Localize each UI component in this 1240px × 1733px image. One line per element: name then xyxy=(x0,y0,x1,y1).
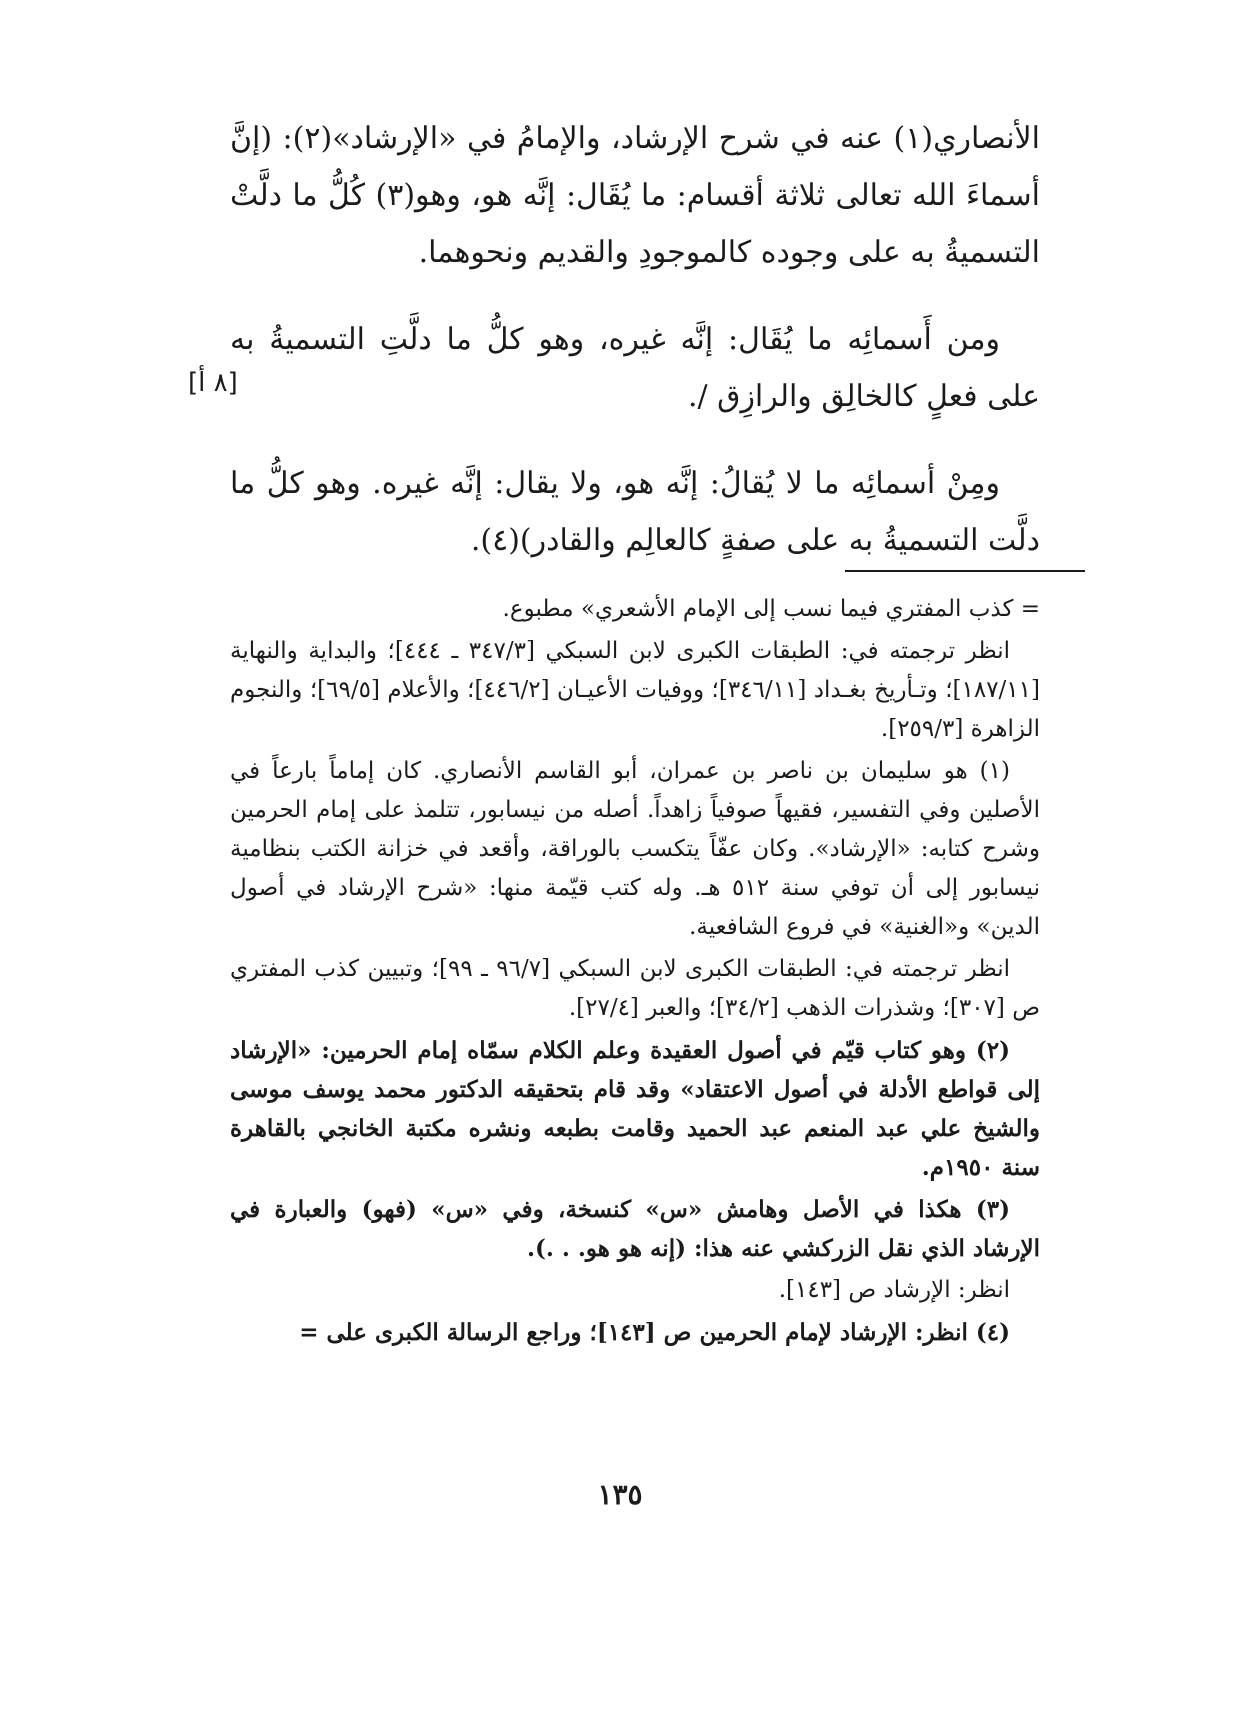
footnote-3-reference: انظر: الإرشاد ص [١٤٣]. xyxy=(778,1277,1010,1303)
footnotes-block xyxy=(230,590,1040,1355)
footnote-2: (٢) وهو كتاب قيّم في أصول العقيدة وعلم الكلام سمّاه إمام الحرمين: «الإرشاد إلى قواطع الأدلة في أصول الاعتقاد» وقد قام بتحقيقه الدكتور محمد يوسف موسى والشيخ علي عبد المنعم عبد الحميد وقامت بطبعه ونشره مكتبة الخانجي بالقاهرة سنة ١٩٥٠م. xyxy=(230,1037,1040,1181)
footnote-4: (٤) انظر: الإرشاد لإمام الحرمين ص [١٤٣]؛ وراجع الرسالة الكبرى على = xyxy=(299,1319,1010,1346)
footnote-continuation: = كذب المفتري فيما نسب إلى الإمام الأشعري» مطبوع. xyxy=(502,596,1040,622)
footnote-1-reference: انظر ترجمته في: الطبقات الكبرى لابن السبكي [٩٦/٧ ـ ٩٩]؛ وتبيين كذب المفتري ص [٣٠٧]؛ وشذرات الذهب [٣٤/٢]؛ والعبر [٢٧/٤]. xyxy=(230,956,1040,1021)
footnote-reference-line: انظر ترجمته في: الطبقات الكبرى لابن السبكي [٣٤٧/٣ ـ ٤٤٤]؛ والبداية والنهاية [١٨٧/١١]؛ وتـأريخ بغـداد [٣٤٦/١١]؛ ووفيات الأعيـان [٤٤٦/٢]؛ والأعلام [٦٩/٥]؛ والنجوم الزاهرة [٢٥٩/٣]. xyxy=(230,638,1041,742)
main-paragraph-3: ومِنْ أسمائِه ما لا يُقالُ: إنَّه هو، ولا يقال: إنَّه غيره. وهو كلُّ ما دلَّت التسميةُ به على صفةٍ كالعالِم والقادر)(٤). xyxy=(230,466,1040,558)
manuscript-folio-marker: [٨ أ] xyxy=(188,368,238,398)
page-number: ١٣٥ xyxy=(597,1478,643,1511)
footnote-separator xyxy=(845,570,1085,572)
main-paragraph-2: ومن أَسمائِه ما يُقَال: إنَّه غيره، وهو كلُّ ما دلَّتِ التسميةُ به على فعلٍ كالخالِق والرازِق /. xyxy=(230,322,1040,414)
footnote-3: (٣) هكذا في الأصل وهامش «س» كنسخة، وفي «س» (فهو) والعبارة في الإرشاد الذي نقل الزركشي عنه هذا: (إنه هو هو. . .). xyxy=(230,1196,1040,1262)
footnote-1: (١) هو سليمان بن ناصر بن عمران، أبو القاسم الأنصاري. كان إماماً بارعاً في الأصلين وفي التفسير، فقيهاً صوفياً زاهداً. أصله من نيسابور، تتلمذ على إمام الحرمين وشرح كتابه: «الإرشاد». وكان عفّاً يتكسب بالوراقة، وأقعد في خزانة الكتب بنظامية نيسابور إلى أن توفي سنة ٥١٢ هـ. وله كتب قيّمة منها: «شرح الإرشاد في أصول الدين» و«الغنية» في فروع الشافعية. xyxy=(230,758,1040,940)
main-text-block xyxy=(230,110,1040,599)
main-paragraph-1: الأنصاري(١) عنه في شرح الإرشاد، والإمامُ في «الإرشاد»(٢): (إنَّ أسماءَ الله تعالى ثلاثة أقسام: ما يُقَال: إنَّه هو، وهو(٣) كُلُّ ما دلَّتْ التسميةُ به على وجوده كالموجودِ والقديم ونحوهما. xyxy=(230,121,1041,270)
